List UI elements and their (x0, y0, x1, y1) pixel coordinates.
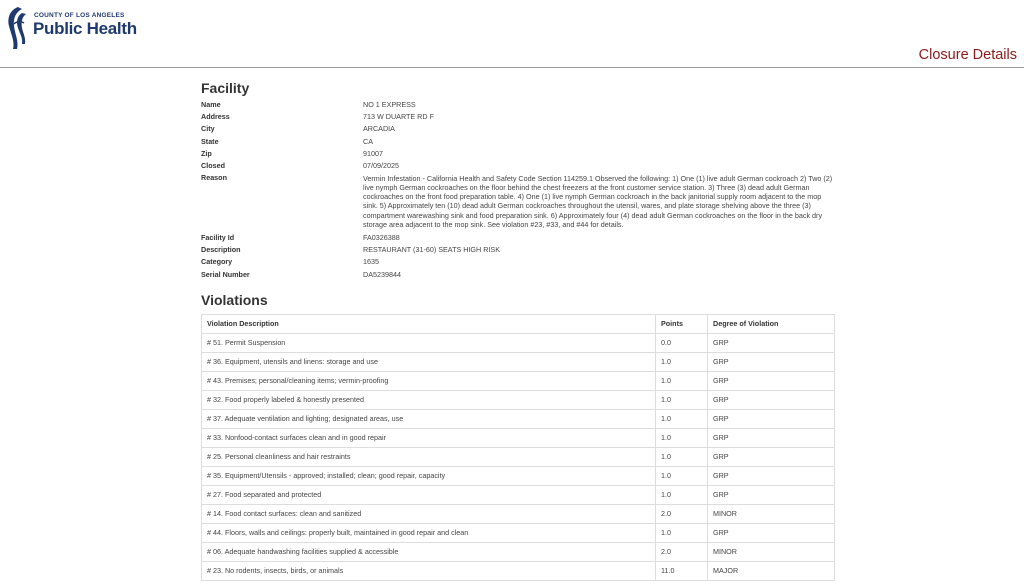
column-header-degree: Degree of Violation (708, 314, 835, 333)
facility-label-name: Name (201, 100, 221, 109)
facility-details (201, 99, 835, 281)
facility-section-title: Facility (201, 80, 250, 96)
violation-degree: GRP (708, 447, 835, 466)
facility-value-description: RESTAURANT (31-60) SEATS HIGH RISK (363, 245, 500, 255)
violation-description: # 25. Personal cleanliness and hair restraints (202, 447, 656, 466)
violation-degree: GRP (708, 352, 835, 371)
facility-label-closed: Closed (201, 161, 225, 171)
violation-description: # 44. Floors, walls and ceilings: properly built, maintained in good repair and clean (202, 523, 656, 542)
violations-section-title: Violations (201, 291, 268, 308)
table-row (202, 447, 835, 466)
facility-value-state: CA (363, 136, 373, 146)
table-row (202, 352, 835, 371)
facility-label-zip: Zip (201, 148, 212, 158)
violation-degree: GRP (708, 523, 835, 542)
facility-row-reason (201, 172, 835, 232)
violation-description: # 14. Food contact surfaces: clean and sanitized (202, 504, 656, 523)
violation-degree: GRP (708, 333, 835, 352)
facility-row-address (201, 111, 835, 123)
table-row (202, 371, 835, 390)
column-header-points: Points (656, 314, 708, 333)
column-header-description: Violation Description (202, 314, 656, 333)
facility-label-city: City (201, 124, 215, 134)
facility-row-serial-number (201, 269, 835, 281)
violation-description: # 43. Premises; personal/cleaning items; vermin-proofing (202, 371, 656, 390)
violation-points: 0.0 (656, 333, 708, 352)
violations-header-row (202, 314, 835, 333)
violation-description: # 37. Adequate ventilation and lighting; designated areas, use (202, 409, 656, 428)
violation-description: # 33. Nonfood-contact surfaces clean and in good repair (202, 428, 656, 447)
table-row (202, 561, 835, 580)
violation-description: # 32. Food properly labeled & honestly presented (202, 390, 656, 409)
facility-value-reason: Vermin Infestation - California Health and Safety Code Section 114259.1 Observed the following: 1) One (1) live adult German cockroach 2) Two (2) live nymph German cockroaches on the floor behind the chest freezers at the front customer service station. 3) Three (3) dead adult German cockroaches on the front food preparation table. 4) One (1) live nymph German cockroach in the back janitorial supply room adjacent to the mop sink. 5) Approximately ten (10) dead adult German cockroaches throughout the utensil, wares, and plate storage shelving above the three (3) compartment warewashing sink and food preparation sink. 6) Approximately four (4) dead adult German cockroaches on the floor in the back dry storage area adjacent to the mop sink. See violation #23, #33, and #44 for details. (363, 173, 833, 229)
facility-row-category (201, 256, 835, 268)
facility-label-state: State (201, 136, 219, 146)
violation-description: # 36. Equipment, utensils and linens: storage and use (202, 352, 656, 371)
facility-row-description (201, 244, 835, 256)
violation-degree: MINOR (708, 542, 835, 561)
page-title: Closure Details (918, 47, 1017, 63)
facility-label-description: Description (201, 245, 241, 255)
violation-degree: MINOR (708, 504, 835, 523)
table-row (202, 466, 835, 485)
violation-points: 2.0 (656, 504, 708, 523)
facility-value-category: 1635 (363, 257, 379, 267)
violation-points: 1.0 (656, 390, 708, 409)
facility-row-city (201, 123, 835, 135)
facility-value-facility-id: FA0326388 (363, 232, 400, 242)
violation-points: 1.0 (656, 371, 708, 390)
facility-value-zip: 91007 (363, 148, 383, 158)
violation-points: 1.0 (656, 447, 708, 466)
facility-row-name (201, 99, 835, 111)
facility-row-facility-id (201, 232, 835, 244)
facility-label-address: Address (201, 112, 230, 122)
violation-description: # 27. Food separated and protected (202, 485, 656, 504)
page-header (0, 0, 1024, 68)
violation-description: # 51. Permit Suspension (202, 333, 656, 352)
violation-points: 1.0 (656, 352, 708, 371)
violation-description: # 06. Adequate handwashing facilities supplied & accessible (202, 542, 656, 561)
facility-value-serial-number: DA5239844 (363, 269, 401, 279)
logo-county-text: COUNTY OF LOS ANGELES (34, 12, 125, 19)
table-row (202, 428, 835, 447)
facility-row-state (201, 136, 835, 148)
facility-value-city: ARCADIA (363, 124, 395, 134)
violation-points: 2.0 (656, 542, 708, 561)
header-divider (0, 67, 1024, 68)
violation-degree: GRP (708, 371, 835, 390)
violation-degree: GRP (708, 409, 835, 428)
facility-value-address: 713 W DUARTE RD F (363, 112, 434, 122)
facility-label-facility-id: Facility Id (201, 232, 235, 242)
violation-degree: GRP (708, 428, 835, 447)
violations-table (201, 314, 835, 581)
facility-label-category: Category (201, 257, 233, 267)
table-row (202, 542, 835, 561)
facility-value-name: NO 1 EXPRESS (363, 100, 416, 109)
violation-points: 11.0 (656, 561, 708, 580)
facility-row-closed (201, 160, 835, 172)
violation-points: 1.0 (656, 523, 708, 542)
violation-points: 1.0 (656, 466, 708, 485)
public-health-logo[interactable] (4, 4, 137, 50)
violation-degree: GRP (708, 390, 835, 409)
main-content (201, 78, 835, 581)
facility-row-zip (201, 148, 835, 160)
violation-description: # 23. No rodents, insects, birds, or animals (202, 561, 656, 580)
table-row (202, 523, 835, 542)
logo-title-text: Public Health (33, 19, 137, 38)
county-seal-icon (4, 4, 34, 50)
violation-points: 1.0 (656, 428, 708, 447)
violation-degree: GRP (708, 466, 835, 485)
facility-value-closed: 07/09/2025 (363, 161, 399, 171)
facility-label-reason: Reason (201, 173, 227, 183)
violation-description: # 35. Equipment/Utensils - approved; installed; clean; good repair, capacity (202, 466, 656, 485)
violation-points: 1.0 (656, 485, 708, 504)
table-row (202, 390, 835, 409)
violations-body (202, 333, 835, 580)
violation-degree: MAJOR (708, 561, 835, 580)
table-row (202, 485, 835, 504)
table-row (202, 333, 835, 352)
table-row (202, 504, 835, 523)
violation-points: 1.0 (656, 409, 708, 428)
violation-degree: GRP (708, 485, 835, 504)
table-row (202, 409, 835, 428)
facility-label-serial-number: Serial Number (201, 269, 250, 279)
